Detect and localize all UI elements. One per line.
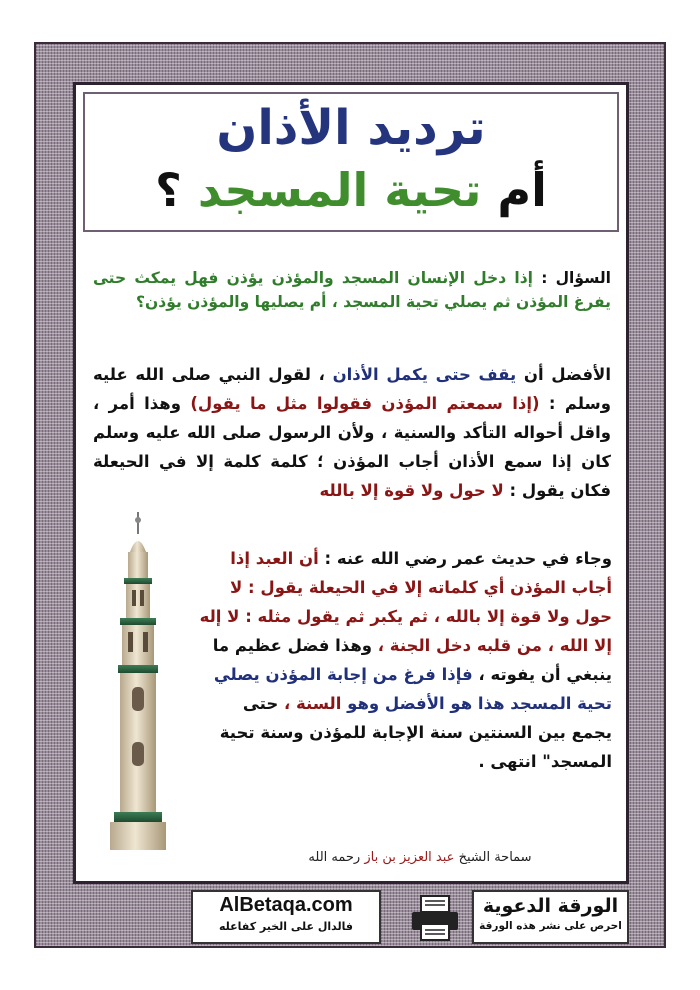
answer-s12: حتى يجمع بين السنتين سنة الإجابة للمؤذن وسنة تحية المسجد" انتهى . [219,694,612,771]
answer-s9: وهذا فضل عظيم ما ينبغي أن يفوته ، [212,636,612,684]
answer-paragraph-2 [198,544,612,776]
footer-brand-sub: احرص على نشر هذه الورقة [479,920,622,932]
question-text: إذا دخل الإنسان المسجد والمؤذن يؤذن فهل يمكث حتى يفرغ المؤذن ثم يصلي تحية المسجد ، أم يصليها والمؤذن يؤذن؟ [93,269,611,311]
answer-paragraph [93,360,611,505]
footer-site[interactable]: AlBetaqa.com [219,894,353,916]
answer-s10: فإذا فرغ من إجابة المؤذن يصلي تحية المسجد هذا هو الأفضل وهو [213,665,612,713]
title-prefix: أم [497,163,547,217]
answer-s2: يقف حتى يكمل الأذان [332,365,517,384]
footer-site-sub: فالدال على الخير كفاعله [218,920,354,933]
title-box [83,92,619,232]
title-line1: ترديد الأذان [216,100,486,156]
question-paragraph [93,266,611,314]
footer [183,886,629,946]
answer-s5: وهذا أمر ، واقل أحواله التأكد والسنية ، ولأن الرسول صلى الله عليه وسلم كان إذا سمع الأذان أجاب المؤذن ؛ كلمة كلمة إلا في الحيعلة فكان يقول : [93,394,611,500]
footer-site-box [191,890,381,944]
answer-s8: أن العبد إذا أجاب المؤذن أي كلماته إلا في الحيعلة يقول : لا حول ولا قوة إلا بالله ، ثم يكبر ثم يقول مثله : لا إله إلا الله ، من قلبه دخل الجنة ، [199,549,612,655]
credit-line [240,850,600,865]
minaret-illustration [88,512,188,850]
answer-hadith: (إذا سمعتم المؤذن فقولوا مثل ما يقول) [190,394,540,413]
answer-s11: السنة ، [283,694,342,713]
answer-s1: الأفضل أن [523,365,611,384]
title-line2 [85,160,617,220]
credit-suffix: رحمه الله [308,850,361,865]
answer-s3: ، لقول النبي صلى الله عليه وسلم : [93,365,611,413]
printer-icon [409,894,461,942]
question-label: السؤال : [541,269,611,287]
title-question-mark: ؟ [155,163,182,217]
footer-brand: الورقة الدعوية [482,895,619,917]
credit-prefix: سماحة الشيخ [458,850,532,865]
footer-brand-box [472,890,629,944]
title-green: تحية المسجد [197,163,482,217]
answer-s7: وجاء في حديث عمر رضي الله عنه : [324,549,612,568]
answer-hawqala: لا حول ولا قوة إلا بالله [319,481,504,500]
credit-name: عبد العزيز بن باز [364,850,455,865]
